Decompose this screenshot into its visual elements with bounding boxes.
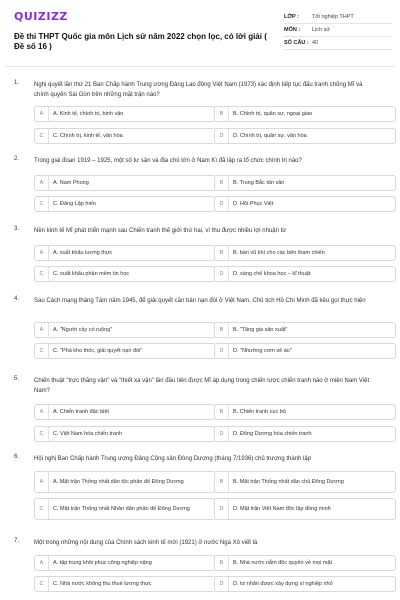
option-letter: B [215,472,229,492]
option-text: A. Nam Phong [53,180,89,186]
option-letter: A [35,556,49,570]
option-letter: C [35,427,49,441]
option-text: D. "Nhường cơm sẻ áo" [233,348,292,354]
option-c[interactable] [34,266,216,282]
option-text: A. Mặt trận Thống nhất dân tộc phản đế Đông Dương [53,479,184,485]
question-text: Nghị quyết lần thứ 21 Ban Chấp hành Trung ương Đảng Lao động Việt Nam (1973) xác định tiếp tục đấu tranh chống Mĩ và chính quyền Sài Gòn trên những mặt trận nào? [34,82,363,98]
option-text: A. tập trung khôi phục công nghiệp nặng [53,560,152,566]
question-number: 2. [14,156,20,162]
option-c[interactable] [34,576,216,592]
question-text: Nền kinh tế Mĩ phát triển mạnh sau Chiến tranh thế giới thứ hai, vì thu được nhiều lợi nhuận từ [34,228,287,234]
option-b[interactable] [214,404,396,420]
option-c[interactable] [34,196,216,212]
option-c[interactable] [34,343,216,359]
option-letter: C [35,267,49,281]
option-letter: B [215,176,229,190]
question-text: Một trong những nội dung của Chính sách kinh tế mới (1921) ở nước Nga Xô viết là [34,540,258,546]
option-text: D. tư nhân được xây dựng xí nghiệp nhỏ [233,581,333,587]
option-a[interactable] [34,175,216,191]
option-d[interactable] [214,576,396,592]
option-d[interactable] [214,426,396,442]
option-letter: A [35,176,49,190]
meta-row-grade [284,11,392,24]
option-a[interactable] [34,245,216,261]
option-text: B. Nhà nước nắm độc quyền về mọi mặt [233,560,332,566]
option-b[interactable] [214,471,396,493]
question-text: Hội nghị Ban Chấp hành Trung ương Đảng Cộng sản Đông Dương (tháng 7/1936) chủ trương thành lập [34,456,312,462]
option-letter: D [215,499,229,519]
option-b[interactable] [214,245,396,261]
option-letter: C [35,197,49,211]
option-b[interactable] [214,322,396,338]
option-text: C. "Phá kho thóc, giải quyết nạn đói" [53,348,143,354]
option-letter: C [35,499,49,519]
question-number: 6. [14,454,20,460]
meta-value: Lịch sử [312,27,331,33]
option-d[interactable] [214,128,396,144]
option-d[interactable] [214,498,396,520]
option-letter: A [35,472,49,492]
option-text: C. Mặt trận Thống nhất Nhân dân phản đế Đông Dương [53,506,190,512]
meta-label: LỚP : [284,14,299,20]
option-c[interactable] [34,128,216,144]
option-text: C. xuất khẩu phần mềm tin học [53,271,130,277]
option-c[interactable] [34,498,216,520]
option-letter: D [215,267,229,281]
option-letter: B [215,107,229,121]
option-letter: A [35,323,49,337]
header-divider [6,66,394,67]
question-number: 5. [14,376,20,382]
option-text: C. Việt Nam hóa chiến tranh [53,431,122,437]
option-b[interactable] [214,555,396,571]
option-text: A. Kinh tế, chính trị, binh vận [53,111,124,117]
option-d[interactable] [214,196,396,212]
option-letter: B [215,246,229,260]
option-letter: D [215,427,229,441]
question-number: 7. [14,538,20,544]
option-d[interactable] [214,343,396,359]
question-text: Chiến thuật "trực thăng vận" và "thiết xa vận" lần đầu tiên được Mĩ áp dụng trong chiến lược chiến tranh nào ở miền Nam Việt Nam? [34,378,370,394]
option-c[interactable] [34,426,216,442]
meta-label: MÔN : [284,27,301,33]
option-a[interactable] [34,106,216,122]
option-letter: B [215,323,229,337]
question-text: Trong giai đoạn 1919 – 1925, một số tư sản và địa chủ lớn ở Nam Kì đã lập ra tổ chức chính trị nào? [34,158,302,164]
option-a[interactable] [34,404,216,420]
option-letter: C [35,344,49,358]
question-number: 1. [14,80,20,86]
option-text: B. bán vũ khí cho các bên tham chiến [233,250,325,256]
option-d[interactable] [214,266,396,282]
page-title: Đề thi THPT Quốc gia môn Lịch sử năm 2022 chọn lọc, có lời giải ( Đề số 16 ) [14,32,267,51]
meta-value: 40 [312,40,319,46]
option-letter: A [35,405,49,419]
page-header [0,0,400,58]
option-letter: B [215,556,229,570]
option-a[interactable] [34,471,216,493]
option-text: D. sáng chế khoa học – kĩ thuật [233,271,311,277]
option-text: B. Chính trị, quân sự, ngoại giao [233,111,313,117]
option-letter: B [215,405,229,419]
option-letter: C [35,129,49,143]
option-text: B. Trung Bắc tân văn [233,180,285,186]
option-b[interactable] [214,175,396,191]
option-letter: C [35,577,49,591]
option-text: B. Mặt trận Thống nhất dân chủ Đông Dương [233,479,344,485]
option-text: C. Nhà nước không thu thuế lương thực [53,581,152,587]
option-letter: A [35,107,49,121]
meta-value: Tốt nghiệp THPT [312,14,354,20]
meta-label: SỐ CÂU : [284,40,309,46]
option-a[interactable] [34,555,216,571]
option-letter: D [215,129,229,143]
option-letter: D [215,577,229,591]
option-text: A. xuất khẩu lương thực [53,250,113,256]
option-text: D. Mặt trận Việt Nam độc lập đồng minh [233,506,331,512]
meta-row-subject [284,24,392,37]
exam-meta-table [284,11,392,50]
question-text: Sau Cách mạng tháng Tám năm 1945, để giải quyết căn bản nạn đói ở Việt Nam, Chủ tịch Hồ Chí Minh đã kêu gọi thực hiện [34,298,366,304]
option-a[interactable] [34,322,216,338]
option-text: A. "Người cày có ruộng" [53,327,113,333]
question-number: 4. [14,296,20,302]
option-text: C. Chính trị, kinh tế, văn hóa [53,133,123,139]
option-letter: D [215,344,229,358]
option-text: D. Đông Dương hóa chiến tranh [233,431,312,437]
option-text: C. Đảng Lập hiến [53,201,96,207]
option-text: D. Hội Phục Việt [233,201,274,207]
quizizz-logo[interactable]: QUIZIZZ [14,10,68,23]
option-letter: D [215,197,229,211]
option-text: D. Chính trị, quân sự, văn hóa [233,133,307,139]
question-number: 3. [14,226,20,232]
option-text: A. Chiến tranh đặc biệt [53,409,109,415]
meta-row-count [284,37,392,50]
option-text: B. Chiến tranh cục bộ [233,409,286,415]
option-text: B. "Tăng gia sản xuất" [233,327,288,333]
option-b[interactable] [214,106,396,122]
option-letter: A [35,246,49,260]
